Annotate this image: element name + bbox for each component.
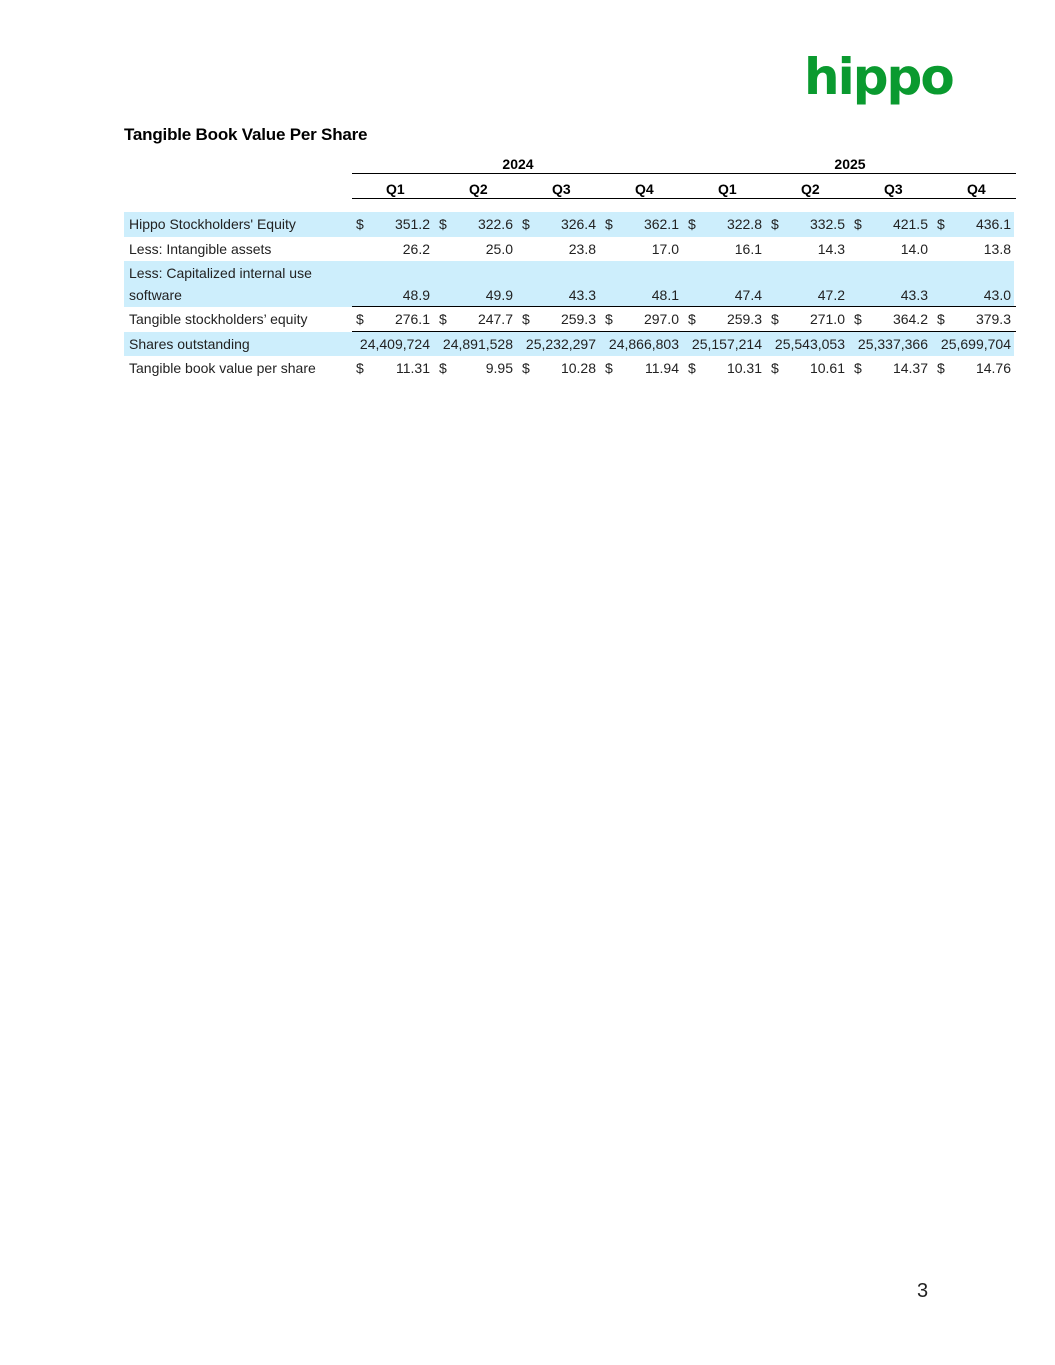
year-header-2025: 2025 [834,156,866,172]
value-cell: 11.31 [396,360,430,376]
subtotal-rule-top [352,306,1016,307]
value-cell: 364.2 [892,311,928,327]
value-cell: 25,699,704 [940,336,1011,352]
value-cell: 23.8 [568,241,596,257]
value-cell: 43.3 [900,287,928,303]
table-row [124,356,1014,381]
value-cell: 25,157,214 [691,336,762,352]
value-cell: 379.3 [975,311,1011,327]
value-cell: 10.28 [560,360,596,376]
value-cell: 351.2 [394,216,430,232]
value-cell: 10.31 [726,360,762,376]
value-cell: 276.1 [394,311,430,327]
value-cell: 24,891,528 [442,336,513,352]
table-row [124,332,1014,356]
currency-symbol: $ [771,311,779,327]
value-cell: 24,409,724 [359,336,430,352]
value-cell: 14.76 [975,360,1011,376]
value-cell: 362.1 [643,216,679,232]
value-cell: 47.2 [817,287,845,303]
quarter-header: Q4 [967,181,986,197]
currency-symbol: $ [356,360,364,376]
currency-symbol: $ [605,311,613,327]
row-label-continued: software [129,287,182,303]
currency-symbol: $ [356,311,364,327]
value-cell: 322.6 [477,216,513,232]
currency-symbol: $ [522,216,530,232]
table-row [124,307,1014,331]
row-label: Tangible book value per share [129,360,316,376]
currency-symbol: $ [688,311,696,327]
table-row [124,261,1014,307]
value-cell: 10.61 [809,360,845,376]
year-header-2024: 2024 [502,156,534,172]
value-cell: 14.37 [892,360,928,376]
value-cell: 322.8 [726,216,762,232]
currency-symbol: $ [688,216,696,232]
value-cell: 16.1 [734,241,762,257]
row-label: Less: Capitalized internal use [129,265,312,281]
value-cell: 48.9 [402,287,430,303]
currency-symbol: $ [522,311,530,327]
value-cell: 332.5 [809,216,845,232]
currency-symbol: $ [605,216,613,232]
value-cell: 43.0 [983,287,1011,303]
currency-symbol: $ [937,216,945,232]
value-cell: 14.3 [817,241,845,257]
table-row [124,212,1014,237]
value-cell: 11.94 [645,360,679,376]
row-label: Tangible stockholders’ equity [129,311,308,327]
value-cell: 297.0 [643,311,679,327]
value-cell: 14.0 [900,241,928,257]
value-cell: 259.3 [560,311,596,327]
row-label: Shares outstanding [129,336,250,352]
currency-symbol: $ [688,360,696,376]
value-cell: 25,337,366 [857,336,928,352]
currency-symbol: $ [439,360,447,376]
currency-symbol: $ [439,311,447,327]
value-cell: 48.1 [651,287,679,303]
quarter-header: Q2 [801,181,820,197]
currency-symbol: $ [854,360,862,376]
quarter-header: Q1 [386,181,405,197]
value-cell: 436.1 [975,216,1011,232]
value-cell: 26.2 [402,241,430,257]
currency-symbol: $ [439,216,447,232]
currency-symbol: $ [522,360,530,376]
value-cell: 43.3 [568,287,596,303]
currency-symbol: $ [937,360,945,376]
value-cell: 259.3 [726,311,762,327]
page-number: 3 [917,1280,929,1302]
hippo-logo: hippo [804,48,953,106]
year-underline [352,173,684,174]
currency-symbol: $ [854,311,862,327]
value-cell: 247.7 [477,311,513,327]
value-cell: 25,543,053 [774,336,845,352]
quarter-header: Q1 [718,181,737,197]
currency-symbol: $ [605,360,613,376]
row-label: Less: Intangible assets [129,241,272,257]
value-cell: 25.0 [485,241,513,257]
table-row [124,237,1014,261]
year-underline [684,173,1016,174]
quarter-header: Q4 [635,181,654,197]
quarter-underline [352,198,1016,199]
value-cell: 421.5 [892,216,928,232]
currency-symbol: $ [771,360,779,376]
currency-symbol: $ [356,216,364,232]
currency-symbol: $ [937,311,945,327]
value-cell: 326.4 [560,216,596,232]
value-cell: 25,232,297 [525,336,596,352]
table-title: Tangible Book Value Per Share [124,125,368,144]
value-cell: 13.8 [983,241,1011,257]
value-cell: 9.95 [485,360,513,376]
quarter-header: Q2 [469,181,488,197]
row-label: Hippo Stockholders' Equity [129,216,296,232]
value-cell: 24,866,803 [608,336,679,352]
quarter-header: Q3 [884,181,903,197]
currency-symbol: $ [771,216,779,232]
value-cell: 49.9 [485,287,513,303]
currency-symbol: $ [854,216,862,232]
quarter-header: Q3 [552,181,571,197]
value-cell: 47.4 [734,287,762,303]
value-cell: 17.0 [651,241,679,257]
value-cell: 271.0 [809,311,845,327]
